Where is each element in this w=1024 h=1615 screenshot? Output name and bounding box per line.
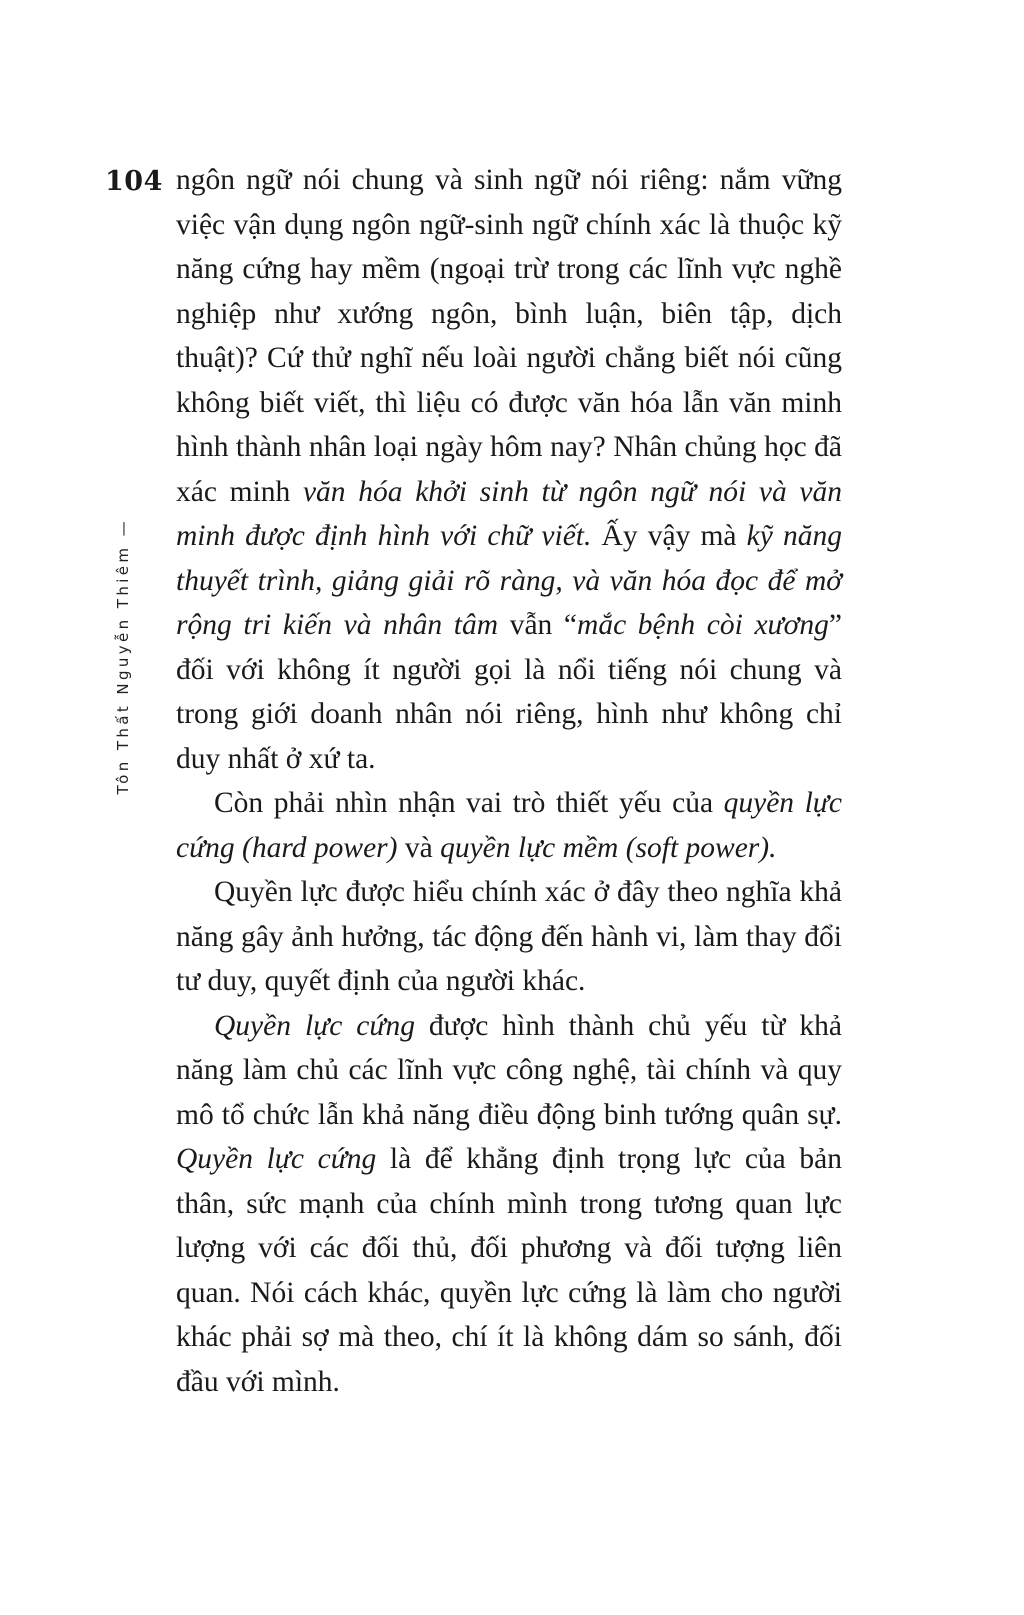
text-segment: ” đối với không ít người gọi là nổi tiếng nói chung và trong giới doanh nhân nói riêng, hình như không chỉ duy nhất ở xứ ta. xyxy=(176,609,842,775)
running-head-text: Tôn Thất Nguyễn Thiêm — xyxy=(114,518,132,795)
paragraph xyxy=(176,781,842,870)
italic-segment: kỹ năng thuyết trình, giảng giải rõ ràng, và văn hóa đọc để mở rộng tri kiến và nhân tâm xyxy=(176,520,843,641)
running-head xyxy=(112,210,134,795)
paragraph xyxy=(176,870,842,1004)
text-segment: là để khẳng định trọng lực của bản thân, sức mạnh của chính mình trong tương quan lực lượng với các đối thủ, đối phương và đối tượng liên quan. Nói cách khác, quyền lực cứng là làm cho người khác phải sợ mà theo, chí ít là không dám so sánh, đối đầu với mình. xyxy=(176,1143,842,1398)
italic-segment: quyền lực mềm (soft power). xyxy=(440,831,777,864)
text-segment: Quyền lực được hiểu chính xác ở đây theo nghĩa khả năng gây ảnh hưởng, tác động đến hành vi, làm thay đổi tư duy, quyết định của người khác. xyxy=(176,876,842,997)
text-segment: vẫn “ xyxy=(498,609,578,641)
text-segment: Ấy vậy mà xyxy=(591,520,747,552)
italic-segment: quyền lực cứng (hard power) xyxy=(176,787,842,864)
text-segment: Còn phải nhìn nhận vai trò thiết yếu của xyxy=(214,787,724,819)
paragraph xyxy=(176,158,842,781)
italic-segment: mắc bệnh còi xương xyxy=(577,609,829,641)
text-segment: ngôn ngữ nói chung và sinh ngữ nói riêng: nắm vững việc vận dụng ngôn ngữ-sinh ngữ chính xác là thuộc kỹ năng cứng hay mềm (ngoại trừ trong các lĩnh vực nghề nghiệp như xướng ngôn, bình luận, biên tập, dịch thuật)? Cứ thử nghĩ nếu loài người chẳng biết nói cũng không biết viết, thì liệu có được văn hóa lẫn văn minh hình thành nhân loại ngày hôm nay? Nhân chủng học đã xác minh xyxy=(176,164,842,508)
text-segment: và xyxy=(397,831,441,864)
text-segment: được hình thành chủ yếu từ khả năng làm chủ các lĩnh vực công nghệ, tài chính và quy mô tổ chức lẫn khả năng điều động binh tướng quân sự. xyxy=(176,1009,842,1131)
body-text xyxy=(176,158,842,1404)
page-number: 104 xyxy=(105,166,163,197)
paragraph xyxy=(176,1004,842,1405)
italic-segment: Quyền lực cứng xyxy=(214,1009,415,1042)
italic-segment: Quyền lực cứng xyxy=(176,1143,377,1175)
italic-segment: văn hóa khởi sinh từ ngôn ngữ nói và văn minh được định hình với chữ viết. xyxy=(176,475,842,552)
